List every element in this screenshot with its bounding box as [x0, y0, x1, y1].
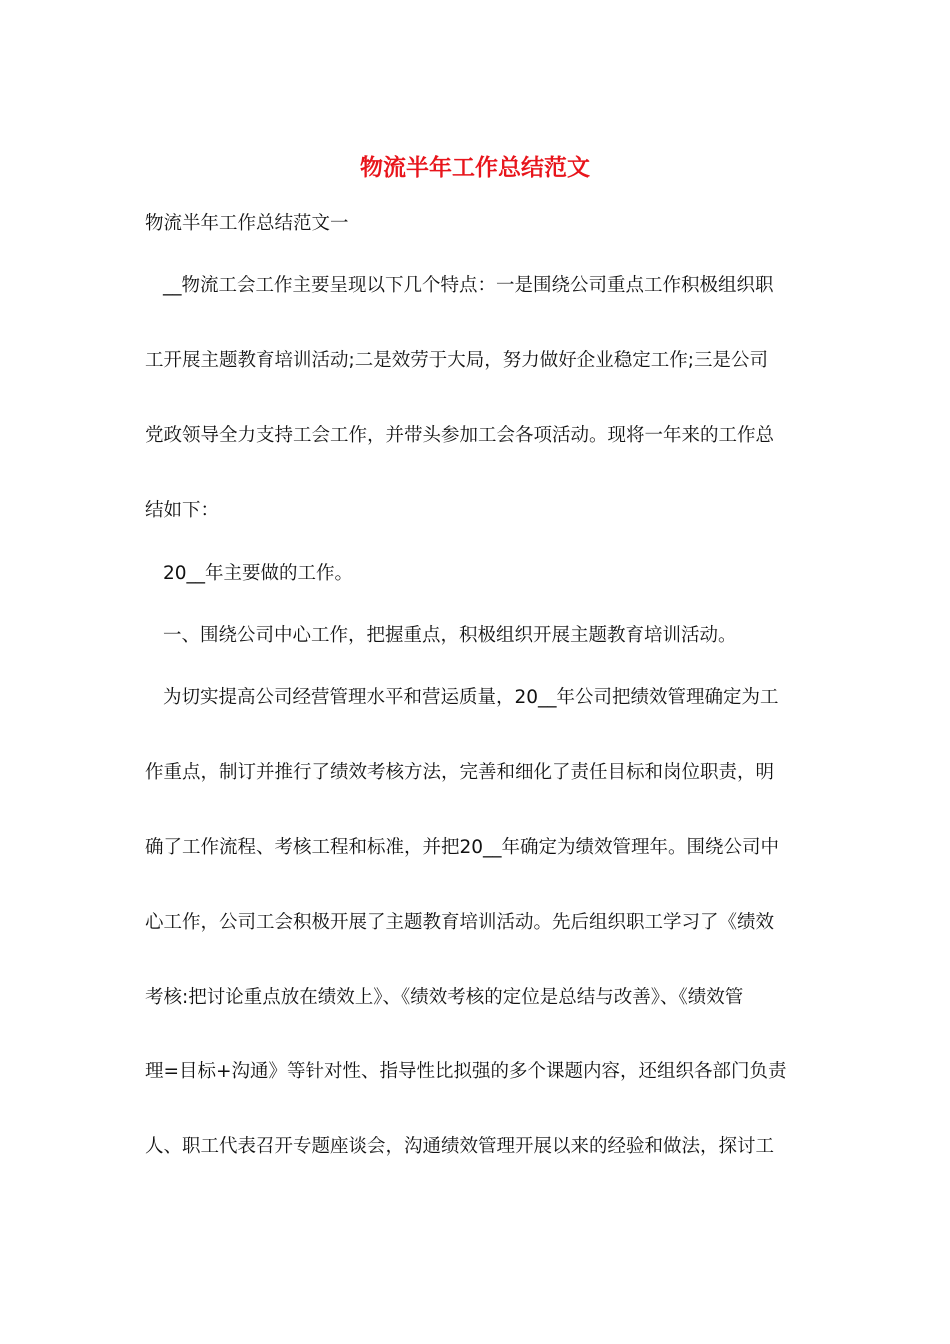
paragraph-line: 工开展主题教育培训活动;二是效劳于大局，努力做好企业稳定工作;三是公司 [145, 350, 768, 371]
subsection-heading: 一、围绕公司中心工作，把握重点，积极组织开展主题教育培训活动。 [163, 625, 737, 646]
paragraph-line: 心工作，公司工会积极开展了主题教育培训活动。先后组织职工学习了《绩效 [145, 912, 775, 933]
paragraph-line: 理=目标+沟通》等针对性、指导性比拟强的多个课题内容，还组织各部门负责 [145, 1061, 787, 1082]
section-heading: 物流半年工作总结范文一 [145, 213, 349, 234]
paragraph-line: __物流工会工作主要呈现以下几个特点：一是围绕公司重点工作积极组织职 [163, 275, 774, 296]
paragraph-line: 为切实提高公司经营管理水平和营运质量，20__年公司把绩效管理确定为工 [163, 687, 779, 708]
paragraph-line: 人、职工代表召开专题座谈会，沟通绩效管理开展以来的经验和做法，探讨工 [145, 1136, 775, 1157]
paragraph-line: 结如下： [145, 500, 220, 521]
paragraph-line: 确了工作流程、考核工程和标准，并把20__年确定为绩效管理年。围绕公司中 [145, 837, 780, 858]
paragraph-line: 党政领导全力支持工会工作，并带头参加工会各项活动。现将一年来的工作总 [145, 425, 775, 446]
paragraph-line: 作重点，制订并推行了绩效考核方法，完善和细化了责任目标和岗位职责，明 [145, 762, 775, 783]
document-title: 物流半年工作总结范文 [360, 154, 590, 181]
paragraph-line: 20__年主要做的工作。 [163, 563, 354, 584]
paragraph-line: 考核:把讨论重点放在绩效上》、《绩效考核的定位是总结与改善》、《绩效管 [145, 987, 744, 1008]
